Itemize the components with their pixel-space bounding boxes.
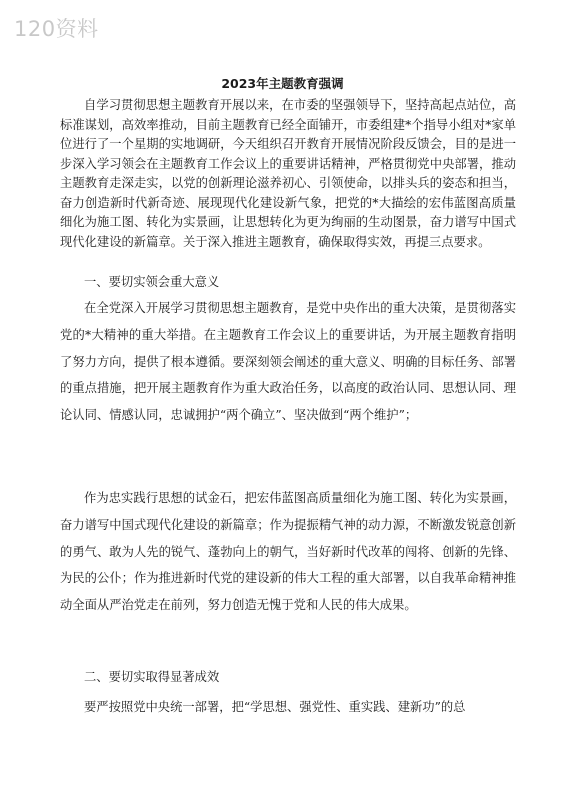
section-2-paragraph-1: 要严按照党中央统一部署，把“学思想、强党性、重实践、建新功”的总 (84, 700, 466, 714)
section-1-paragraph-1: 在全党深入开展学习贯彻思想主题教育，是党中央作出的重大决策，是贯彻落实党的*大精神的重大举措。在主题教育工作会议上的重要讲话，为开展主题教育指明了努力方向，提供了根本遵循。要深刻领会阐述的重大意义、明确的目标任务、部署的重点措施，把开展主题教育作为重大政治任务，以高度的政治认同、思想认同、理论认同、情感认同，忠诚拥护“两个确立”、坚决做到“两个维护”； (60, 301, 516, 423)
section-1-paragraph-2: 作为忠实践行思想的试金石，把宏伟蓝图高质量细化为施工图、转化为实景画，奋力谱写中国式现代化建设的新篇章；作为提振精气神的动力源，不断激发锐意创新的勇气、敢为人先的锐气、蓬勃向上的朝气，当好新时代改革的闯将、创新的先锋、为民的公仆；作为推进新时代党的建设新的伟大工程的重大部署，以自我革命精神推动全面从严治党走在前列，努力创造无愧于党和人民的伟大成果。 (60, 491, 516, 613)
document-title: 2023年主题教育强调 (221, 76, 344, 91)
section-1-heading: 一、要切实领会重大意义 (84, 275, 220, 289)
intro-paragraph: 自学习贯彻思想主题教育开展以来，在市委的坚强领导下，坚持高起点站位，高标准谋划，高效率推动，目前主题教育已经全面铺开，市委组建*个指导小组对*家单位进行了一个星期的实地调研，今天组织召开教育开展情况阶段反馈会，目的是进一步深入学习领会在主题教育工作会议上的重要讲话精神，严格贯彻党中央部署，推动主题教育走深走实，以党的创新理论滋养初心、引领使命，以排头兵的姿态和担当，奋力创造新时代新奇迹、展现现代化建设新气象，把党的*大描绘的宏伟蓝图高质量细化为施工图、转化为实景画，让思想转化为更为绚丽的生动图景，奋力谱写中国式现代化建设的新篇章。关于深入推进主题教育，确保取得实效，再提三点要求。 (60, 98, 516, 249)
watermark: 120资料 (14, 17, 99, 41)
section-2-heading: 二、要切实取得显著成效 (84, 670, 220, 684)
